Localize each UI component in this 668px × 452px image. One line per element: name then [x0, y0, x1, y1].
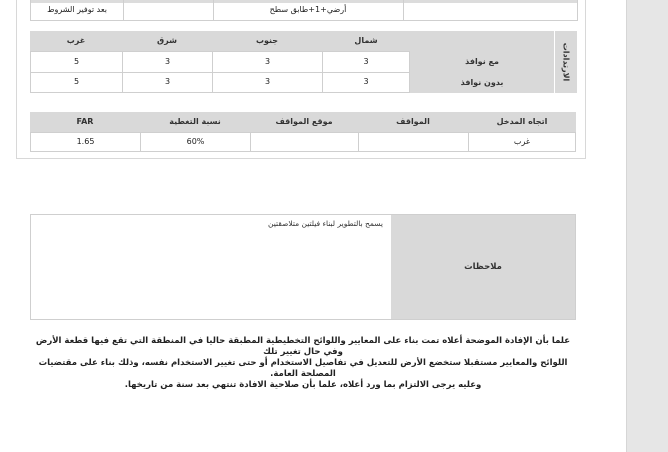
parking-location-value	[251, 133, 359, 151]
setbacks-side-label: الارتدادات	[554, 31, 577, 93]
disclaimer-line: اللوائح والمعايير مستقبلا ستخضع الأرض للتعديل في تفاصيل الاستخدام أو حتى تغيير الاستخدام نفسه، وذلك بناء على مقتضيات المصلحة العامة.	[38, 358, 568, 379]
notes-text: يسمح بالتطوير لبناء فيلتين متلاصقتين	[267, 219, 383, 228]
header-east: شرق	[157, 36, 177, 45]
far-table	[30, 112, 576, 152]
notes-block	[30, 214, 576, 320]
header-far: FAR	[76, 117, 94, 126]
empty-cell	[403, 0, 578, 20]
cell-with-north: 3	[323, 52, 409, 73]
cell-without-north: 3	[363, 77, 369, 86]
header-north: شمال	[354, 36, 378, 45]
header-coverage: نسبة التغطية	[169, 117, 221, 126]
cell-with-east: 3	[123, 52, 213, 73]
floors-condition-cell: بعد توفير الشروط	[31, 0, 124, 20]
notes-content	[31, 215, 391, 319]
cell-without-east: 3	[123, 72, 213, 93]
floors-row	[30, 0, 578, 21]
notes-label: ملاحظات	[391, 215, 575, 319]
side-panel	[626, 0, 668, 452]
row-label-with-windows: مع نوافذ	[465, 57, 499, 66]
row-label-without-windows: بدون نوافذ	[460, 78, 504, 87]
parking-value	[359, 133, 469, 151]
disclaimer-line: علما بأن الإفادة الموضحة أعلاه تمت بناء على المعايير واللوائح التخطيطية المطبقة حاليا في المنطقة التي تقع فيها قطعة الأرض وفي حال تغيير تلك	[35, 336, 571, 357]
header-entrance-direction: اتجاه المدخل	[496, 117, 548, 126]
disclaimer	[30, 336, 576, 391]
disclaimer-line: وعليه يرجى الالتزام بما ورد أعلاه، علما بأن صلاحية الافادة تنتهي بعد سنة من تاريخها.	[124, 380, 482, 390]
setbacks-table	[30, 31, 576, 93]
entrance-direction-value: غرب	[513, 137, 531, 146]
header-parking: المواقف	[396, 117, 430, 126]
cell-with-west: 5	[31, 52, 123, 73]
empty-cell	[123, 0, 214, 20]
header-west: غرب	[66, 36, 86, 45]
header-south: جنوب	[255, 36, 279, 45]
floors-value-cell: أرضي+1+طابق سطح	[269, 5, 347, 14]
far-values-row	[30, 132, 576, 152]
cell-without-south: 3	[213, 72, 323, 93]
header-parking-location: موقع المواقف	[275, 117, 333, 126]
coverage-value: 60%	[141, 133, 251, 151]
cell-without-west: 5	[31, 72, 123, 93]
cell-with-south: 3	[213, 52, 323, 73]
setbacks-grid	[30, 51, 410, 93]
far-value: 1.65	[31, 133, 141, 151]
